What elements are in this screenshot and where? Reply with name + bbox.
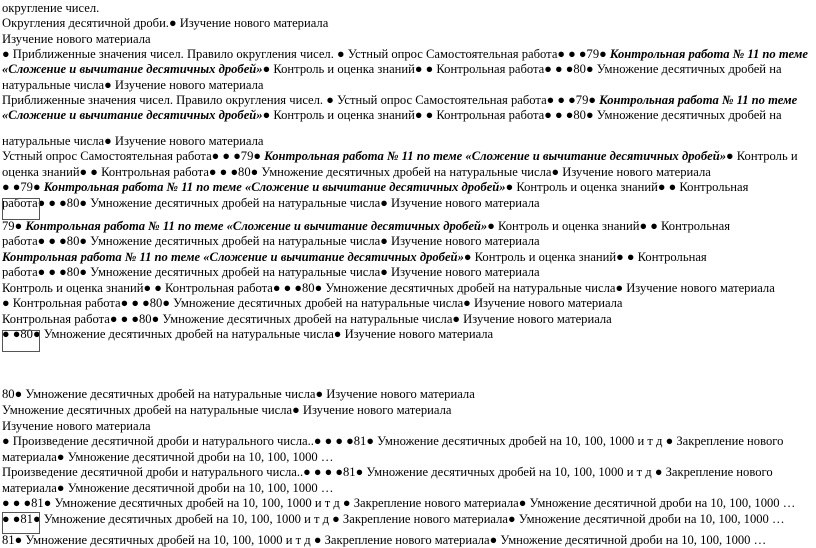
text-run: оценка знаний● ● Контрольная работа● ● ●80● Умножение десятичных дробей на натуральные числа● Изучение нового материала: [2, 165, 711, 179]
empty-box: [2, 198, 40, 220]
bold-italic-text: Контрольная работа № 11 по теме: [599, 93, 798, 107]
text-line: [2, 296, 814, 311]
text-run: ● ●81● Умножение десятичных дробей на 10, 100, 1000 и т д ● Закрепление нового материала● Умножение десятичной дроби на 10, 100, 1000 …: [2, 512, 785, 526]
text-line: [2, 108, 814, 123]
text-line: [2, 47, 814, 62]
text-line: [2, 403, 814, 418]
text-line: [2, 434, 814, 449]
text-line: [2, 419, 814, 434]
text-line: [2, 134, 814, 149]
bold-italic-text: Контрольная работа № 11 по теме «Сложение и вычитание десятичных дробей»: [25, 219, 488, 233]
text-line: [2, 481, 814, 496]
text-run: ● Контроль и оценка знаний● ● Контрольная работа● ● ●80● Умножение десятичных дробей на: [262, 62, 782, 76]
text-run: Округления десятичной дроби.● Изучение нового материала: [2, 16, 329, 30]
text-run: 79●: [2, 219, 26, 233]
text-run: Произведение десятичной дроби и натурального числа..● ● ● ●81● Умножение десятичных дробей на 10, 100, 1000 и т д ● Закрепление нового: [2, 465, 773, 479]
text-run: Изучение нового материала: [2, 32, 151, 46]
text-run: Приближенные значения чисел. Правило округления чисел. ● Устный опрос Самостоятельная работа● ● ●79●: [2, 93, 600, 107]
text-run: работа● ● ●80● Умножение десятичных дробей на натуральные числа● Изучение нового материала: [2, 196, 540, 210]
text-run: ● Контроль и оценка знаний● ● Контрольная: [505, 180, 749, 194]
text-run: ● Произведение десятичной дроби и натурального числа..● ● ● ●81● Умножение десятичных дробей на 10, 100, 1000 и т д ● Закрепление нового: [2, 434, 784, 448]
text-line: [2, 281, 814, 296]
text-line: [2, 234, 814, 249]
text-line: [2, 265, 814, 280]
text-run: ● Контроль и: [726, 149, 798, 163]
bold-italic-text: Контрольная работа № 11 по теме «Сложение и вычитание десятичных дробей»: [43, 180, 506, 194]
text-line: [2, 496, 814, 511]
text-run: работа● ● ●80● Умножение десятичных дробей на натуральные числа● Изучение нового материала: [2, 234, 540, 248]
text-run: материала● Умножение десятичной дроби на 10, 100, 1000 …: [2, 481, 334, 495]
text-line: [2, 533, 814, 548]
text-line: [2, 312, 814, 327]
empty-box: [2, 330, 40, 352]
text-run: Контроль и оценка знаний● ● Контрольная работа● ● ●80● Умножение десятичных дробей на натуральные числа● Изучение нового материала: [2, 281, 775, 295]
text-line: [2, 250, 814, 265]
text-line: [2, 165, 814, 180]
text-run: работа● ● ●80● Умножение десятичных дробей на натуральные числа● Изучение нового материала: [2, 265, 540, 279]
text-line: [2, 32, 814, 47]
text-line: [2, 450, 814, 465]
bold-italic-text: «Сложение и вычитание десятичных дробей»: [2, 108, 263, 122]
text-run: материала● Умножение десятичной дроби на 10, 100, 1000 …: [2, 450, 334, 464]
text-run: ● ● ●81● Умножение десятичных дробей на 10, 100, 1000 и т д ● Закрепление нового материала● Умножение десятичной дроби на 10, 100, 1000 …: [2, 496, 796, 510]
text-run: ● Контроль и оценка знаний● ● Контрольная работа● ● ●80● Умножение десятичных дробей на: [262, 108, 782, 122]
text-line: [2, 180, 814, 195]
text-line: [2, 93, 814, 108]
text-line: [2, 1, 814, 16]
text-run: ● Приближенные значения чисел. Правило округления чисел. ● Устный опрос Самостоятельная работа● ● ●79●: [2, 47, 610, 61]
text-line: [2, 196, 814, 211]
text-run: ● Контроль и оценка знаний● ● Контрольная: [463, 250, 707, 264]
text-run: натуральные числа● Изучение нового материала: [2, 78, 264, 92]
text-run: ● Контроль и оценка знаний● ● Контрольная: [487, 219, 731, 233]
text-run: Устный опрос Самостоятельная работа● ● ●79●: [2, 149, 265, 163]
bold-italic-text: Контрольная работа № 11 по теме «Сложение и вычитание десятичных дробей»: [2, 250, 464, 264]
text-run: Умножение десятичных дробей на натуральные числа● Изучение нового материала: [2, 403, 452, 417]
text-line: [2, 219, 814, 234]
text-run: Контрольная работа● ● ●80● Умножение десятичных дробей на натуральные числа● Изучение нового материала: [2, 312, 612, 326]
text-line: [2, 16, 814, 31]
text-run: ● ●79●: [2, 180, 44, 194]
bold-italic-text: Контрольная работа № 11 по теме: [609, 47, 809, 61]
text-line: [2, 62, 814, 77]
text-run: 80● Умножение десятичных дробей на натуральные числа● Изучение нового материала: [2, 387, 475, 401]
text-line: [2, 465, 814, 480]
text-line: [2, 512, 814, 527]
text-run: натуральные числа● Изучение нового материала: [2, 134, 264, 148]
text-run: ● ●80● Умножение десятичных дробей на натуральные числа● Изучение нового материала: [2, 327, 494, 341]
text-line: [2, 327, 814, 342]
bold-italic-text: «Сложение и вычитание десятичных дробей»: [2, 62, 263, 76]
text-run: ● Контрольная работа● ● ●80● Умножение десятичных дробей на натуральные числа● Изучение нового материала: [2, 296, 623, 310]
empty-box: [2, 512, 40, 534]
text-run: 81● Умножение десятичных дробей на 10, 100, 1000 и т д ● Закрепление нового материала● Умножение десятичной дроби на 10, 100, 1000 …: [2, 533, 767, 547]
text-line: [2, 78, 814, 93]
text-run: округление чисел.: [2, 1, 100, 15]
text-line: [2, 387, 814, 402]
text-run: Изучение нового материала: [2, 419, 151, 433]
bold-italic-text: Контрольная работа № 11 по теме «Сложение и вычитание десятичных дробей»: [264, 149, 727, 163]
text-line: [2, 149, 814, 164]
